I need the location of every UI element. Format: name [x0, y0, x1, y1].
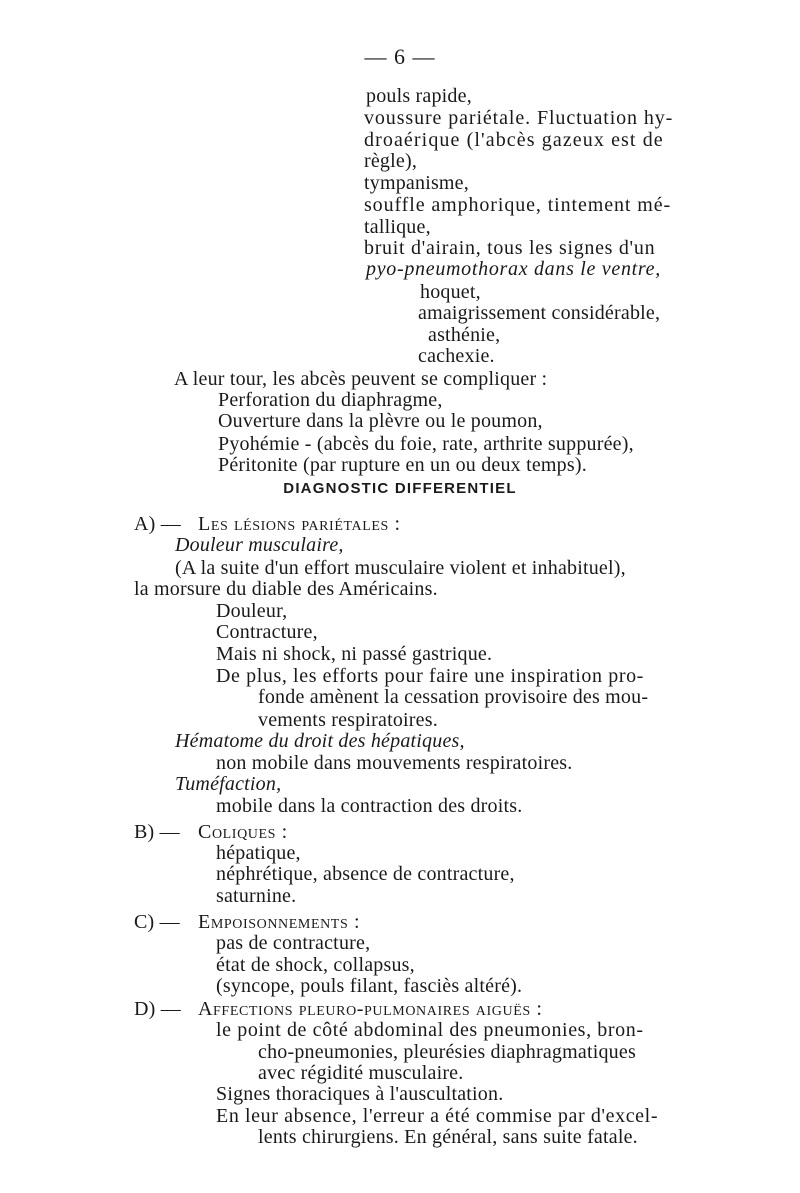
- section-title: Les lésions pariétales :: [198, 512, 401, 535]
- page-number: — 6 —: [364, 44, 436, 69]
- list-item: Péritonite (par rupture en un ou deux temps).: [218, 454, 587, 477]
- text-line: lents chirurgiens. En général, sans suite fatale.: [258, 1126, 638, 1149]
- text-line: non mobile dans mouvements respiratoires.: [216, 751, 573, 774]
- text-line: état de shock, collapsus,: [216, 953, 415, 976]
- text-line: bruit d'airain, tous les signes d'un: [364, 237, 656, 259]
- text-line: tallique,: [364, 215, 431, 238]
- section-title: Affections pleuro-pulmonaires aiguës :: [198, 997, 543, 1020]
- text-line: souffle amphorique, tintement mé-: [364, 194, 672, 217]
- text-line: cachexie.: [418, 345, 495, 368]
- text-line: (syncope, pouls filant, fasciès altéré).: [216, 975, 523, 998]
- text-line: droaérique (l'abcès gazeux est de: [364, 128, 664, 151]
- section-title: Coliques :: [198, 820, 288, 843]
- text-line: hoquet,: [420, 280, 481, 303]
- text-line: avec régidité musculaire.: [258, 1062, 464, 1084]
- section-prefix: C) —: [134, 911, 180, 933]
- subheading: Douleur musculaire,: [175, 534, 344, 557]
- list-item: Perforation du diaphragme,: [218, 388, 443, 411]
- text-line: mobile dans la contraction des droits.: [216, 795, 523, 818]
- text-line: tympanisme,: [364, 171, 469, 194]
- section-prefix: B) —: [134, 820, 180, 843]
- subheading: Hématome du droit des hépatiques,: [175, 730, 465, 753]
- text-line: le point de côté abdominal des pneumonies, bron-: [216, 1019, 644, 1042]
- text-line: pouls rapide,: [366, 85, 472, 107]
- text-line: saturnine.: [216, 884, 297, 907]
- section-prefix: D) —: [134, 997, 181, 1020]
- text-line: Contracture,: [216, 621, 318, 643]
- text-line: (A la suite d'un effort musculaire violent et inhabituel),: [175, 556, 626, 579]
- section-title: Empoisonnements :: [198, 911, 361, 933]
- list-item: Ouverture dans la plèvre ou le poumon,: [218, 410, 543, 433]
- text-line: Douleur,: [216, 599, 288, 622]
- text-line: pyo-pneumothorax dans le ventre,: [366, 258, 661, 281]
- text-line: règle),: [364, 150, 418, 173]
- text-line: fonde amènent la cessation provisoire des mou-: [258, 686, 649, 709]
- text-line: amaigrissement considérable,: [418, 302, 661, 325]
- text-line: asthénie,: [428, 323, 501, 346]
- section-prefix: A) —: [134, 512, 181, 535]
- text-line: En leur absence, l'erreur a été commise par d'excel-: [216, 1104, 659, 1127]
- text-line: hépatique,: [216, 842, 301, 864]
- text-line: Signes thoraciques à l'auscultation.: [216, 1083, 504, 1106]
- text-line: néphrétique, absence de contracture,: [216, 863, 515, 886]
- text-line: cho-pneumonies, pleurésies diaphragmatiques: [258, 1040, 636, 1063]
- subheading: Tuméfaction,: [175, 773, 282, 795]
- text-line: pas de contracture,: [216, 932, 371, 955]
- text-line: De plus, les efforts pour faire une inspiration pro-: [216, 664, 644, 687]
- list-item: Pyohémie - (abcès du foie, rate, arthrite suppurée),: [218, 432, 634, 455]
- section-heading: DIAGNOSTIC DIFFERENTIEL: [283, 480, 517, 498]
- text-line: A leur tour, les abcès peuvent se compliquer :: [174, 367, 548, 390]
- text-line: Mais ni shock, ni passé gastrique.: [216, 643, 493, 666]
- text-line: vements respiratoires.: [258, 708, 438, 731]
- text-line: voussure pariétale. Fluctuation hy-: [364, 107, 674, 130]
- text-line: la morsure du diable des Américains.: [134, 578, 438, 601]
